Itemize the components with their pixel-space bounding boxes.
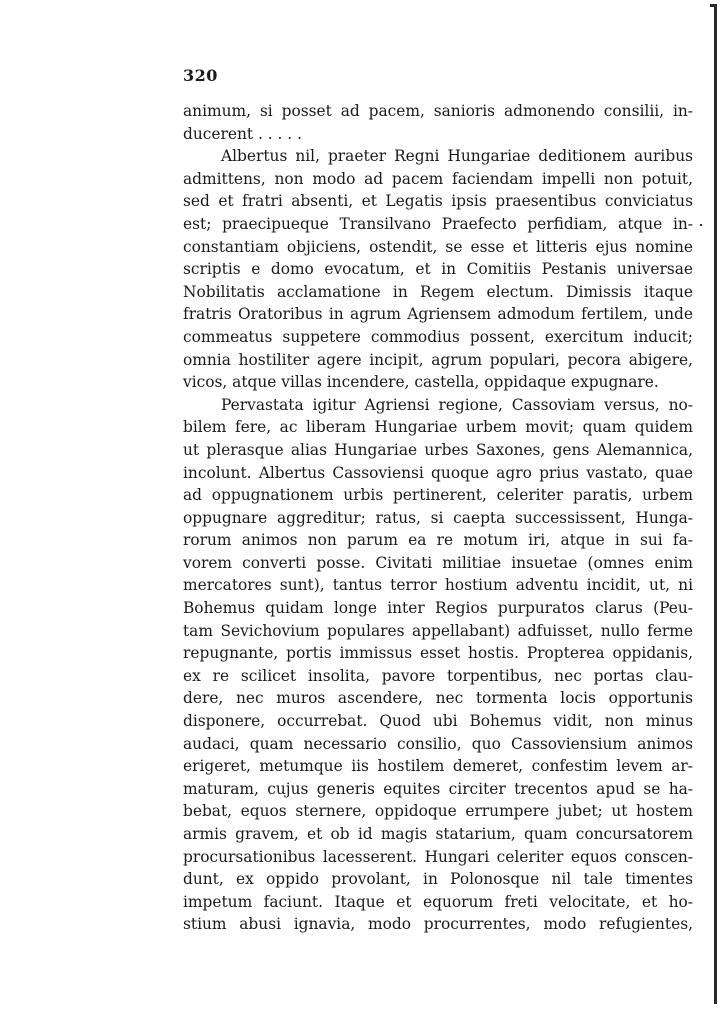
margin-speck xyxy=(700,224,702,226)
text-line: disponere, occurrebat. Quod ubi Bohemus vidit, non minus xyxy=(183,712,693,731)
text-line: dunt, ex oppido provolant, in Polonosque nil tale timentes xyxy=(183,870,693,889)
page-edge xyxy=(714,4,717,1004)
text-line: dere, nec muros ascendere, nec tormenta locis opportunis xyxy=(183,689,693,708)
text-line: commeatus suppetere commodius possent, exercitum inducit; xyxy=(183,327,693,346)
text-line: ut plerasque alias Hungariae urbes Saxones, gens Alemannica, xyxy=(183,440,693,459)
text-line: scriptis e domo evocatum, et in Comitiis Pestanis universae xyxy=(183,260,693,279)
text-line: procursationibus lacesserent. Hungari celeriter equos conscen- xyxy=(183,847,693,866)
text-line: omnia hostiliter agere incipit, agrum populari, pecora abigere, xyxy=(183,350,693,369)
text-line: maturam, cujus generis equites circiter trecentos apud se ha- xyxy=(183,779,693,798)
text-line: fratris Oratoribus in agrum Agriensem admodum fertilem, unde xyxy=(183,305,693,324)
text-line: erigeret, metumque iis hostilem demeret, confestim levem ar- xyxy=(183,757,693,776)
text-line: armis gravem, et ob id magis statarium, quam concursatorem xyxy=(183,825,693,843)
text-line: stium abusi ignavia, modo procurrentes, modo refugientes, xyxy=(183,915,693,934)
paragraph-first-line: Pervastata igitur Agriensi regione, Cassoviam versus, no- xyxy=(221,395,693,414)
text-line: est; praecipueque Transilvano Praefecto perfidiam, atque in- xyxy=(183,214,693,233)
text-line: mercatores sunt), tantus terror hostium adventu incidit, ut, ni xyxy=(183,576,693,595)
text-line: incolunt. Albertus Cassoviensi quoque agro prius vastato, quae xyxy=(183,463,693,482)
text-line: Nobilitatis acclamatione in Regem electum. Dimissis itaque xyxy=(183,282,693,301)
text-line: Bohemus quidam longe inter Regios purpuratos clarus (Peu- xyxy=(183,599,693,618)
text-line: constantiam objiciens, ostendit, se esse et litteris ejus nomine xyxy=(183,237,693,256)
text-line: bilem fere, ac liberam Hungariae urbem movit; quam quidem xyxy=(183,418,693,437)
body-text xyxy=(183,100,693,936)
text-line: animum, si posset ad pacem, sanioris admonendo consilii, in- xyxy=(183,102,693,120)
text-line: audaci, quam necessario consilio, quo Cassoviensium animos xyxy=(183,734,693,753)
text-line: impetum faciunt. Itaque et equorum freti velocitate, et ho- xyxy=(183,892,693,911)
paragraph-first-line: Albertus nil, praeter Regni Hungariae deditionem auribus xyxy=(221,147,693,166)
text-line: vicos, atque villas incendere, castella, oppidaque expugnare. xyxy=(183,373,659,392)
text-line: oppugnare aggreditur; ratus, si caepta successissent, Hunga- xyxy=(183,508,693,527)
text-line: repugnante, portis immissus esset hostis. Propterea oppidanis, xyxy=(183,644,693,663)
text-line: bebat, equos sternere, oppidoque errumpere jubet; ut hostem xyxy=(183,802,693,821)
text-line: tam Sevichovium populares appellabant) adfuisset, nullo ferme xyxy=(183,621,693,640)
text-line: ad oppugnationem urbis pertinerent, celeriter paratis, urbem xyxy=(183,486,693,505)
text-line: vorem converti posse. Civitati militiae insuetae (omnes enim xyxy=(183,553,693,572)
page-number: 320 xyxy=(183,66,218,85)
text-line: rorum animos non parum ea re motum iri, atque in sui fa- xyxy=(183,531,693,550)
page-edge-notch xyxy=(710,4,714,7)
text-line: ducerent . . . . . xyxy=(183,124,302,143)
text-line: ex re scilicet insolita, pavore torpentibus, nec portas clau- xyxy=(183,666,693,685)
text-line: sed et fratri absenti, et Legatis ipsis praesentibus conviciatus xyxy=(183,192,693,211)
text-line: admittens, non modo ad pacem faciendam impelli non potuit, xyxy=(183,169,693,188)
